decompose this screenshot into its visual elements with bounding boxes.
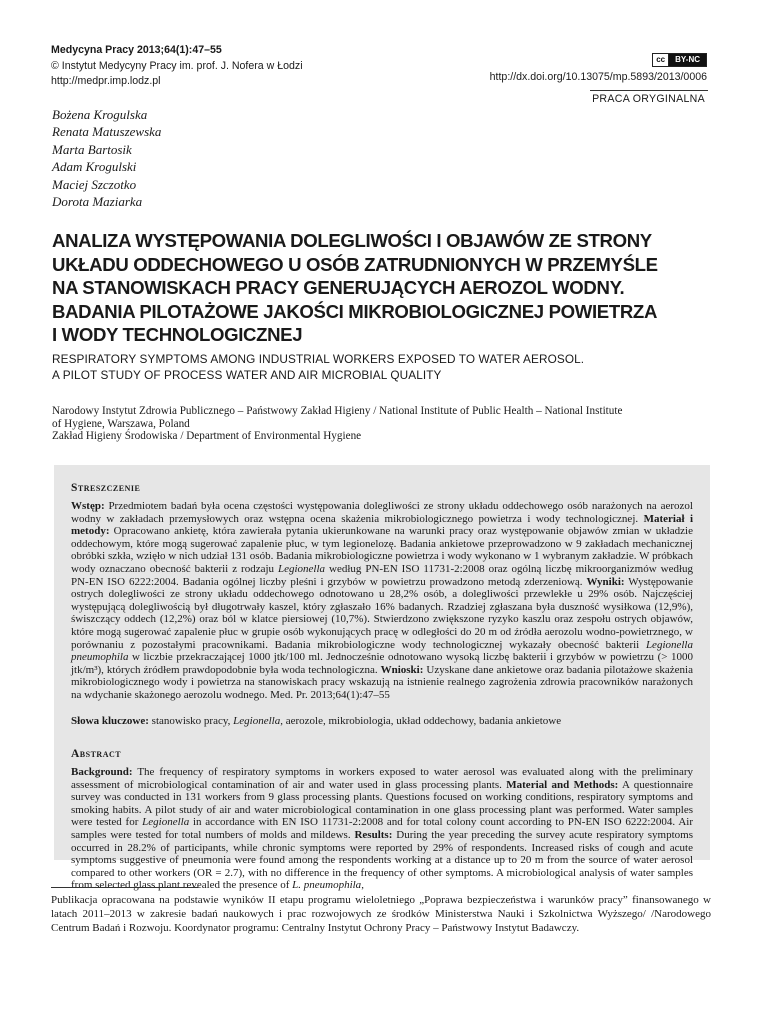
journal-citation: Medycyna Pracy 2013;64(1):47–55	[51, 44, 222, 56]
methods-label: Material and Methods:	[506, 778, 619, 791]
title-line: UKŁADU ODDECHOWEGO U OSÓB ZATRUDNIONYCH W PRZEMYŚLE	[52, 253, 658, 275]
streszczenie-heading: Streszczenie	[71, 482, 141, 494]
doi-link[interactable]: http://dx.doi.org/10.13075/mp.5893/2013/0006	[489, 71, 707, 83]
copyright-line: © Instytut Medycyny Pracy im. prof. J. Nofera w Łodzi	[51, 59, 303, 72]
title-english	[52, 352, 712, 383]
affiliation-line: Narodowy Instytut Zdrowia Publicznego – Państwowy Zakład Higieny / National Institute of Public Health – National Institute	[52, 405, 623, 417]
wstep-text: Przedmiotem badań była ocena częstości występowania dolegliwości ze strony układu oddechowego osób narażonych na aerozol wodny w zakładach przemysłowych oraz wstępna ocena skażenia mikrobiologicznego powietrza i wody technologicznej.	[71, 500, 693, 525]
background-label: Background:	[71, 766, 133, 778]
metody-text: według PN-EN ISO 11731-2:2008 oraz ogólną liczbę mikroorganizmów według PN-EN ISO 6222:2004. Badania ogólnej liczby pleśni i grzybów w powietrzu prowadzono metodą zderzeniową.	[71, 562, 694, 588]
header-divider	[590, 90, 708, 91]
journal-url-link[interactable]: http://medpr.imp.lodz.pl	[51, 75, 161, 87]
author-name: Maciej Szczotko	[52, 176, 137, 192]
background-text: The frequency of respiratory symptoms in workers exposed to water aerosol was evaluated along with the preliminary assessment of microbiological contamination of air and water used in glass processing plants.	[71, 766, 693, 791]
results-text: During the year preceding the survey acute respiratory symptoms occurred in 28.2% of participants, while chronic symptoms were reported by 29% of respondents. Increased risks of cough and acute symptoms suggestive of pneumonia were found among the respondents working at a distance up to 20 m from the source of water aerosol compared to other workers (OR = 2.7), with no difference in the frequency of other symptoms. A microbiological analysis of water samples from selected glass plant revealed the presence of	[71, 828, 694, 892]
article-type-label: PRACA ORYGINALNA	[592, 93, 705, 105]
wyniki-text: Występowanie ostrych dolegliwości ze strony układu oddechowego odnotowano u 28,2% osób, a dolegliwości przewlekłe u 29% osób. Najczęściej występującą dolegliwością był długotrwały kaszel, który zgłaszało 16% badanych. Rzadziej zgłaszana była duszność wysiłkowa (12,9%), świszczący oddech (12,2%) oraz ból w klatce piersiowej (10,7%). Stwierdzono zwiększone ryzyko kaszlu oraz zespołu ostrych objawów, które mogą sugerować zapalenie płuc w grupie osób wykonujących pracę w odległości do 20 m od źródła aerozolu wodno-powietrznego, w porównaniu z pozostałymi pracownikami. Badania mikrobiologiczne wody technologicznej wykazały obecność bakterii	[71, 575, 693, 651]
species-name: Legionella	[277, 562, 326, 575]
wnioski-text: Uzyskane dane ankietowe oraz badania pilotażowe skażenia mikrobiologicznego wody i powietrza na stanowiskach pracy wskazują na istnienie realnego zagrożenia zdrowia pracowników narażonych na wdychanie skażonego aerozolu wodnego. Med. Pr. 2013;64(1):47–55	[71, 663, 693, 701]
species-name: Legionella	[233, 715, 281, 727]
wstep-label: Wstęp:	[71, 500, 105, 512]
funding-footnote: Publikacja opracowana na podstawie wyników II etapu programu wieloletniego „Poprawa bezpieczeństwa i warunków pracy” finansowanego w latach 2011–2013 w zakresie badań naukowych i prac rozwojowych ze środków Ministerstwa Nauki i Szkolnictwa Wyższego/ /Narodowego Centrum Badań i Rozwoju. Koordynator programu: Centralny Instytut Ochrony Pracy – Państwowy Instytut Badawczy.	[51, 894, 711, 934]
wnioski-label: Wnioski:	[380, 663, 424, 676]
keywords-label: Słowa kluczowe:	[71, 715, 149, 727]
author-name: Dorota Maziarka	[52, 194, 143, 210]
title-polish	[52, 229, 712, 347]
methods-text: in accordance with EN ISO 11731-2:2008 and for total colony count according to PN-EN ISO 6222:2004. Air samples were tested for total numbers of molds and mildews.	[71, 816, 693, 841]
license-label: BY-NC	[669, 54, 706, 66]
title-line: NA STANOWISKACH PRACY GENERUJĄCYCH AEROZOL WODNY.	[52, 277, 625, 299]
author-list	[52, 106, 161, 210]
author-name: Adam Krogulski	[52, 159, 137, 175]
abstract-box	[54, 465, 710, 892]
title-line: RESPIRATORY SYMPTOMS AMONG INDUSTRIAL WORKERS EXPOSED TO WATER AEROSOL.	[52, 352, 585, 366]
metody-label: Materiał i metody:	[71, 512, 693, 538]
title-line: BADANIA PILOTAŻOWE JAKOŚCI MIKROBIOLOGICZNEJ POWIETRZA	[52, 300, 658, 322]
doi-header	[490, 53, 707, 86]
author-name: Marta Bartosik	[52, 141, 132, 157]
author-name: Bożena Krogulska	[52, 107, 148, 122]
species-name: Legionella	[142, 816, 190, 829]
metody-text: Opracowano ankietę, która zawierała pytania ukierunkowane na warunki pracy oraz występowanie objawów zmian w układzie oddechowym, które mogą sugerować zapalenie płuc, w tym legionelozę. Badania ankietowe przeprowadzono w 9 zakładach mechanicznej obróbki szkła, wzięło w nich udział 131 osób. Badania mikrobiologiczne powietrza i wody wykonano w 1 wybranym zakładzie. W próbkach wody oznaczano obecność bakterii z rodzaju	[71, 525, 693, 575]
streszczenie-body	[71, 500, 693, 702]
species-name: Legionella pneumophila	[71, 638, 693, 664]
wyniki-text: w liczbie przekraczającej 1000 jtk/100 ml. Jednocześnie odnotowano wysoką liczbę bakterii i grzybów w powietrzu (> 1000 jtk/m³), których źródłem prawdopodobnie była woda technologiczna.	[71, 651, 693, 676]
wyniki-label: Wyniki:	[586, 575, 625, 588]
author-name: Renata Matuszewska	[52, 124, 162, 140]
abstract-heading: Abstract	[71, 748, 122, 760]
methods-text: A questionnaire survey was conducted in 131 workers from 9 glass processing plants. Questions focused on working conditions, respiratory symptoms and smoking habits. A pilot study of air and water microbiological contamination in one glass processing plant was performed. Water samples were tested for	[71, 778, 693, 829]
species-name: L. pneumophila	[292, 879, 362, 892]
cc-mark: cc	[653, 54, 669, 66]
title-line: I WODY TECHNOLOGICZNEJ	[52, 324, 303, 346]
title-line: A PILOT STUDY OF PROCESS WATER AND AIR MICROBIAL QUALITY	[52, 367, 442, 382]
keywords-pl: Słowa kluczowe: stanowisko pracy, Legionella, aerozole, mikrobiologia, układ oddechowy, badania ankietowe	[71, 715, 562, 727]
footnote-divider	[51, 887, 198, 888]
title-line: ANALIZA WYSTĘPOWANIA DOLEGLIWOŚCI I OBJAWÓW ZE STRONY	[52, 230, 652, 251]
results-label: Results:	[354, 828, 393, 841]
affiliation-line: Zakład Higieny Środowiska / Department of Environmental Hygiene	[52, 430, 362, 443]
abstract-body: Background: The frequency of respiratory symptoms in workers exposed to water aerosol was evaluated along with the preliminary assessment of microbiological contamination of air and water used in glass processing plants. Material and Methods: A questionnaire survey was conducted in 131 workers from 9 glass processing plants. Questions focused on working conditions, respiratory symptoms and smoking habits. A pilot study of air and water microbiological contamination in one glass processing plant was performed. Water samples were tested for Legionella in accordance with EN ISO 11731-2:2008 and for total colony count according to PN-EN ISO 6222:2004. Air samples were tested for total numbers of molds and mildews. Results: During the year preceding the survey acute respiratory symptoms occurred in 28.2% of participants, while chronic symptoms were reported by 29% of respondents. Increased risks of cough and acute symptoms suggestive of pneumonia were found among the respondents working at a distance up to 20 m from the source of water aerosol compared to other workers (OR = 2.7), with no difference in the frequency of other symptoms. A microbiological analysis of water samples from selected glass plant revealed the presence of L. pneumophila,	[71, 766, 694, 892]
journal-header	[51, 43, 303, 90]
affiliations	[52, 405, 712, 443]
cc-license-icon[interactable]	[652, 53, 707, 67]
affiliation-line: of Hygiene, Warszawa, Poland	[52, 417, 190, 430]
